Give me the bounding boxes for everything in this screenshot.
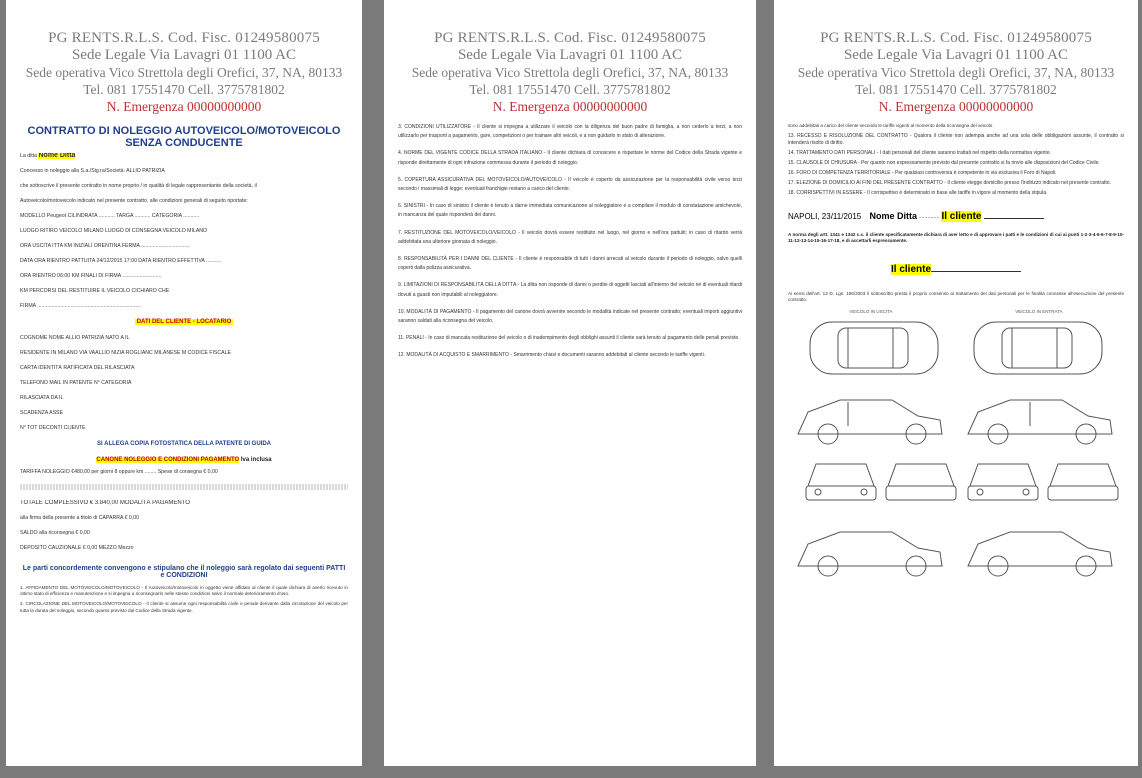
car-side-view-right [968, 400, 1112, 444]
contract-field-row: LUOGO RITIRO VEICOLO MILANO LUOGO DI CONSEGNA VEICOLO MILANO [20, 228, 208, 234]
contract-clause: 4. NORME DEL VIGENTE CODICE DELLA STRADA ITALIANO - Il cliente dichiara di conoscere e rispettare le norme del Codice della Strada vigente e risponde direttamente di ogni infrazione commessa durante il periodo di noleggio. [398, 150, 742, 166]
contract-field-row: FIRMA ........................................................................ [20, 303, 142, 309]
car-front-view-right [968, 464, 1038, 500]
contract-field-row: che sottoscrive il presente contratto in nome proprio / in qualità di legale rappresentante della società, il [20, 183, 257, 189]
client-fields [20, 335, 348, 431]
client-signature-2: Il cliente [788, 259, 1124, 277]
car-side-view-right-2 [968, 532, 1112, 576]
copy-section-title: SI ALLEGA COPIA FOTOSTATICA DELLA PATENTE DI GUIDA [97, 441, 271, 447]
contract-clause: 11. PENALI - In caso di mancata restituzione del veicolo o di inadempimento degli obblighi assunti il cliente sarà tenuto al pagamento delle penali previste. [398, 335, 740, 342]
contract-clause: 12. MODALITÀ DI ACQUISTO E SMARRIMENTO - Smarrimento chiavi e documenti saranno addebitati al cliente secondo le tariffe vigenti. [398, 352, 706, 359]
car-top-view-left [810, 322, 938, 374]
phone-numbers: Tel. 081 17551470 Cell. 3775781802 [855, 82, 1057, 97]
phone-numbers: Tel. 081 17551470 Cell. 3775781802 [83, 82, 285, 97]
legal-address: Sede Legale Via Lavagri 01 1100 AC [457, 47, 683, 63]
car-rear-view-right [1048, 464, 1118, 500]
legal-address: Sede Legale Via Lavagri 01 1100 AC [71, 47, 297, 63]
contract-clause: 14. TRATTAMENTO DATI PERSONALI - I dati personali del cliente saranno trattati nel rispetto della normativa vigente. [788, 150, 1051, 157]
contract-field-row: ORA RIENTRO 06:00 KM FINALI DI FIRMA ........................... [20, 273, 162, 279]
privacy-text: Ai sensi dell'art. 13 D. Lgs. 196/2003 il sottoscritto presta il proprio consenso al trattamento dei dati personali per le finalità connesse all'esecuzione del presente contratto. [788, 290, 1124, 302]
contract-clause: 13. RECESSO E RISOLUZIONE DEL CONTRATTO - Qualora il cliente non adempia anche ad una sola delle obbligazioni assunte, il contratto si intenderà risolto di diritto. [788, 133, 1124, 147]
diagram-label-in: VEICOLO IN ENTRATA [1015, 309, 1063, 315]
contract-clause: 6. SINISTRI - In caso di sinistro il cliente è tenuto a darne immediata comunicazione al noleggiatore e a compilare il modulo di constatazione amichevole, in mancanza del quale risponderà dei danni. [398, 203, 742, 219]
phone-numbers: Tel. 081 17551470 Cell. 3775781802 [469, 82, 671, 97]
contract-clause: 18. CORRISPETTIVI IN ESSERE - Il corrispettivo è determinato in base alle tariffe in vigore al momento della stipula. [788, 190, 1048, 197]
client-field-row: CARTA IDENTITÀ RATIFICATA DEL RILASCIATA [20, 365, 135, 371]
car-top-view-right [974, 322, 1102, 374]
clauses-list [20, 585, 348, 614]
contract-clause: 2. CIRCOLAZIONE DEL MOTOVEICOLO/MOTOVEICOLO - Il cliente si assume ogni responsabilità civile e penale derivante dalla circolazione del veicolo per tutta la durata del noleggio, secondo quanto previsto dal Codice della Strada vigente. [20, 601, 348, 613]
clauses-list [398, 123, 742, 361]
signature-line: NAPOLI, 23/11/2015 Nome Ditta Il cliente [788, 211, 1124, 222]
saldo-line: SALDO alla riconsegna € 0,00 [20, 530, 90, 536]
contract-clause: 8. RESPONSABILITÀ PER I DANNI DEL CLIENTE - Il cliente è responsabile di tutti i danni arrecati al veicolo durante il periodo di noleggio, salvo quelli coperti dalla polizza assicurativa. [398, 256, 742, 272]
contract-clause: 3. CONDIZIONI UTILIZZATORE - Il cliente si impegna a utilizzare il veicolo con la diligenza del buon padre di famiglia, a non cederlo a terzi, a non utilizzarlo per trasporti a pagamento, gare, competizioni o per trainare altri veicoli, e a non guidarlo in stato di alterazione. [398, 124, 742, 140]
approval-text: A norma degli artt. 1341 e 1342 c.c. il cliente specificatamente dichiara di aver letto e di approvare i patti e le condizioni di cui ai punti 1-2-3-4-5-6-7-8-9-10-11-12-13-14-15-16-17-18, e di accettarli espressamente. [788, 232, 1124, 244]
contract-clause: 16. FORO DI COMPETENZA TERRITORIALE - Per qualsiasi controversia è competente in via esclusiva il Foro di Napoli. [788, 170, 1057, 177]
contract-field-row: Concesso in noleggio alla S.a./Sig.ra/Società: ALLIO PATRIZIA [20, 168, 165, 174]
emergency-number: N. Emergenza 00000000000 [492, 99, 648, 114]
totale-line: TOTALE COMPLESSIVO € 3.840,00 MODALITÀ PAGAMENTO [20, 500, 190, 506]
company-name: PG RENTS.R.L.S. Cod. Fisc. 01249580075 [434, 30, 706, 46]
contract-field-row: ORA USCITA ITTA KM INIZIALI ORENTINA FERMA .................................. [20, 243, 191, 249]
client-field-row: TELEFONO MAIL IN PATENTE N° CATEGORIA [20, 380, 132, 386]
car-side-view-left-2 [798, 532, 942, 576]
contract-page-1 [6, 0, 362, 766]
company-header [20, 30, 348, 115]
contract-clause: 5. COPERTURA ASSICURATIVA DEL MOTOVEICOLO/AUTOVEICOLO - Il veicolo è coperto da assicurazione per la responsabilità civile verso terzi secondo i massimali di legge; eventuali franchigie restano a carico del cliente. [398, 176, 742, 193]
car-rear-view-left [886, 464, 956, 500]
contract-title: CONTRATTO DI NOLEGGIO AUTOVEICOLO/MOTOVEICOLO SENZA CONDUCENTE [27, 125, 341, 149]
contract-clause: 1. AFFIDAMENTO DEL MOTOVEICOLO/MOTOVEICOLO - Il Autoveicolo/motoveicolo in oggetto viene affidato al cliente il quale dichiara di averlo ricevuto in ottimo stato di efficienza e manutenzione e si impegna a riconsegnarlo nelle stesse condizioni salvo il normale deterioramento d'uso. [20, 585, 348, 597]
car-front-view-left [806, 464, 876, 500]
client-field-row: RILASCIATA DA IL [20, 395, 64, 401]
patti-heading: Le parti concordemente convengono e stipulano che il noleggio sarà regolato dai seguenti PATTI e CONDIZIONI [22, 565, 346, 579]
client-field-row: RESIDENTE IN MILANO VIA VAALLIO NIZIA ROGLIANC MILANESE M CODICE FISCALE [20, 350, 231, 356]
contract-field-row: Autoveicolo/motoveicolo indicato nel presente contratto, alle condizioni generali di seguito riportate: [20, 198, 248, 204]
client-signature-label: Il cliente [941, 211, 982, 223]
client-field-row: SCADENZA ASSE [20, 410, 63, 416]
client-field-row: N° TOT DECONTI CLIENTE [20, 425, 86, 431]
contract-clause: 10. MODALITÀ DI PAGAMENTO - Il pagamento del canone dovrà avvenire secondo le modalità indicate nel presente contratto; eventuali importi aggiuntivi saranno saldati alla riconsegna del veicolo. [398, 308, 742, 325]
diagram-labels [788, 309, 1124, 314]
deposito-line: DEPOSITO CAUZIONALE € 0,00 MEZZO Mezzo [20, 545, 134, 551]
operative-address: Sede operativa Vico Strettola degli Orefici, 37, NA, 80133 [797, 65, 1115, 80]
emergency-number: N. Emergenza 00000000000 [878, 99, 1034, 114]
contract-clause: 17. ELEZIONE DI DOMICILIO AI FINI DEL PRESENTE CONTRATTO - Il cliente elegge domicilio presso l'indirizzo indicato nel presente contratto. [788, 180, 1111, 187]
company-name: PG RENTS.R.L.S. Cod. Fisc. 01249580075 [820, 30, 1092, 46]
ditta-line: La ditta Nome Ditta [20, 153, 76, 159]
client-section-title: DATI DEL CLIENTE - LOCATARIO [136, 319, 232, 325]
contract-clause: 7. RESTITUZIONE DEL MOTOVEICOLO/VEICOLO - Il veicolo dovrà essere restituito nel luogo, nel giorno e nell'ora pattuiti; in caso di ritardo verrà addebitata una ulteriore giornata di noleggio. [398, 229, 742, 245]
diagram-label-out: VEICOLO IN USCITA [849, 309, 893, 315]
contract-page-2 [384, 0, 756, 766]
emergency-number: N. Emergenza 00000000000 [106, 99, 262, 114]
vehicle-damage-diagram [788, 316, 1124, 606]
contract-field-row: MODELLO Peugeot CILINDRATA ........... TARGA ........... CATEGORIA ........... [20, 213, 200, 219]
tariffa-line: TARIFFA NOLEGGIO €480,00 per giorni 8 oppure km ........ Spese di consegna € 0,00 [20, 469, 218, 475]
car-side-view-left [798, 400, 942, 444]
canone-heading: CANONE NOLEGGIO E CONDIZIONI PAGAMENTO Iva inclusa [96, 457, 272, 463]
company-header [788, 30, 1124, 115]
legal-address: Sede Legale Via Lavagri 01 1100 AC [843, 47, 1069, 63]
client-field-row: COGNOME NOME ALLIO PATRIZIA NATO A IL [20, 335, 130, 341]
company-header [398, 30, 742, 115]
contract-clause: 15. CLAUSOLE DI CHIUSURA - Per quanto non espressamente previsto dal presente contratto si fa rinvio alle disposizioni del Codice Civile. [788, 160, 1100, 167]
divider [20, 484, 348, 490]
operative-address: Sede operativa Vico Strettola degli Orefici, 37, NA, 80133 [25, 65, 343, 80]
caparra-line: alla firma della presente a titolo di CAPARRA € 0,00 [20, 515, 139, 521]
clause-continuation: sono addebitati a carico del cliente secondo le tariffe vigenti al momento della riconsegna del veicolo. [788, 123, 994, 128]
contract-field-row: DATA ORA RIENTRO PATTUITA 24/12/2015 17:00 DATA RIENTRO EFFETTIVA ........... [20, 258, 222, 264]
vehicle-fields [20, 168, 348, 309]
contract-page-3 [774, 0, 1138, 766]
clauses-list [788, 133, 1124, 197]
company-name: PG RENTS.R.L.S. Cod. Fisc. 01249580075 [48, 30, 320, 46]
contract-field-row: KM PERCORSI DEL RESTITUIRE IL VEICOLO CICHIARO CHE [20, 288, 170, 294]
contract-clause: 9. LIMITAZIONI DI RESPONSABILITÀ DELLA DITTA - La ditta non risponde di danni o perdite di oggetti lasciati all'interno del veicolo né di eventuali ritardi dovuti a guasti non imputabili al noleggiatore. [398, 282, 742, 298]
operative-address: Sede operativa Vico Strettola degli Orefici, 37, NA, 80133 [411, 65, 729, 80]
